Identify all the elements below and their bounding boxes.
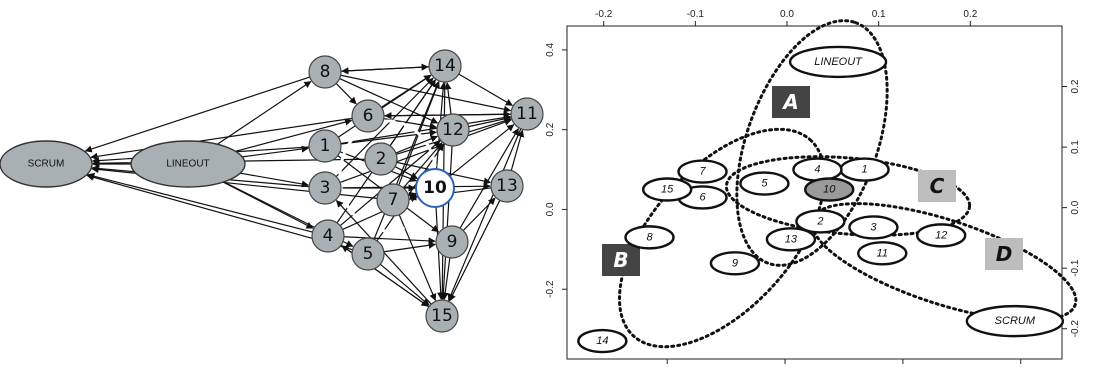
point-label: 6: [699, 191, 706, 204]
edge-n8-n6: [336, 83, 356, 103]
node-label: 3: [319, 178, 331, 198]
point-5: [740, 173, 788, 195]
y-tick-label: 0.0: [545, 202, 556, 217]
node-label: 13: [496, 176, 518, 196]
node-n4: [312, 220, 344, 252]
point-lineout: [790, 47, 886, 77]
node-n15: [426, 300, 458, 332]
right-tick-label: 0.1: [1070, 140, 1081, 155]
point-12: [917, 224, 965, 246]
point-11: [858, 242, 906, 264]
edge-n13-n11: [511, 130, 522, 170]
y-tick-label: 0.2: [545, 122, 556, 137]
right-tick-label: -0.2: [1070, 320, 1081, 338]
node-n3: [309, 172, 341, 204]
network-graph: [0, 50, 543, 332]
right-tick-label: 0.2: [1070, 79, 1081, 94]
point-3: [849, 216, 897, 238]
point-8: [626, 226, 674, 248]
node-label: 4: [322, 226, 334, 246]
cluster-tag-c: [918, 170, 956, 202]
y-tick-label: 0.4: [545, 42, 556, 57]
point-14: [578, 330, 626, 352]
point-7: [679, 161, 727, 183]
point-label: LINEOUT: [814, 55, 862, 68]
point-10: [805, 179, 853, 201]
point-4: [793, 159, 841, 181]
node-n5: [352, 238, 384, 270]
cluster-tag-label: C: [929, 174, 945, 198]
node-label: 5: [362, 244, 374, 264]
node-label: 14: [434, 56, 456, 76]
cluster-tag-label: D: [995, 242, 1013, 266]
node-n12: [437, 114, 469, 146]
y-tick-label: -0.2: [545, 280, 556, 298]
node-n6: [352, 100, 384, 132]
node-label: 9: [446, 232, 458, 252]
point-scrum: [967, 306, 1063, 336]
node-label: 6: [362, 106, 374, 126]
node-n14: [429, 50, 461, 82]
point-label: 11: [876, 247, 888, 260]
point-15: [643, 179, 691, 201]
point-label: 8: [646, 231, 653, 244]
node-lineout: [131, 141, 245, 187]
point-label: 5: [761, 177, 768, 190]
point-label: 2: [817, 215, 824, 228]
node-label: 1: [319, 136, 331, 156]
node-n2: [365, 143, 397, 175]
point-label: 13: [784, 233, 798, 246]
node-label: 8: [319, 62, 331, 82]
node-label: 10: [423, 178, 447, 198]
edge-n14-n11: [459, 74, 513, 105]
edge-n11-n15: [446, 129, 521, 301]
top-tick-label: -0.2: [595, 9, 613, 20]
node-n9: [436, 226, 468, 258]
node-n13: [491, 170, 523, 202]
point-label: SCRUM: [994, 315, 1036, 328]
point-1: [841, 159, 889, 181]
top-tick-label: -0.1: [686, 9, 704, 20]
point-label: 1: [861, 163, 868, 176]
edge-n7-n15: [399, 215, 435, 301]
top-tick-label: 0.0: [780, 9, 794, 20]
node-label: 2: [375, 149, 387, 169]
point-label: 10: [823, 183, 836, 196]
node-label: LINEOUT: [166, 158, 210, 170]
cluster-tag-label: A: [783, 90, 799, 114]
top-tick-label: 0.1: [871, 9, 886, 20]
edge-n4-n9: [344, 237, 435, 241]
node-n11: [511, 98, 543, 130]
point-label: 15: [661, 183, 674, 196]
node-label: 15: [431, 306, 453, 326]
node-label: 7: [387, 190, 399, 210]
node-n8: [309, 56, 341, 88]
cluster-tag-a: [772, 86, 810, 118]
node-n7: [377, 184, 409, 216]
point-label: 3: [870, 221, 877, 234]
network-edges: [85, 67, 522, 307]
point-label: 14: [596, 335, 609, 348]
top-tick-label: 0.2: [963, 9, 978, 20]
point-9: [711, 252, 759, 274]
node-label: 12: [442, 120, 464, 140]
node-n1: [309, 130, 341, 162]
cluster-tag-b: [602, 244, 640, 276]
edge-n14-n8: [342, 67, 429, 71]
edge-n5-n9: [384, 244, 435, 251]
point-label: 4: [814, 163, 821, 176]
node-label: SCRUM: [27, 158, 65, 170]
plot-points: [578, 47, 1063, 352]
scatter-plot: [545, 0, 1088, 368]
node-n10: [416, 169, 454, 207]
point-label: 12: [935, 229, 948, 242]
right-tick-label: 0.0: [1070, 200, 1081, 215]
edge-n5-n15: [380, 264, 429, 305]
right-tick-label: -0.1: [1070, 259, 1081, 277]
point-label: 9: [731, 257, 739, 270]
node-label: 11: [516, 104, 538, 124]
point-label: 7: [699, 165, 706, 178]
node-scrum: [0, 141, 92, 187]
cluster-tag-label: B: [613, 248, 629, 272]
cluster-tag-d: [985, 238, 1023, 270]
point-13: [767, 228, 815, 250]
